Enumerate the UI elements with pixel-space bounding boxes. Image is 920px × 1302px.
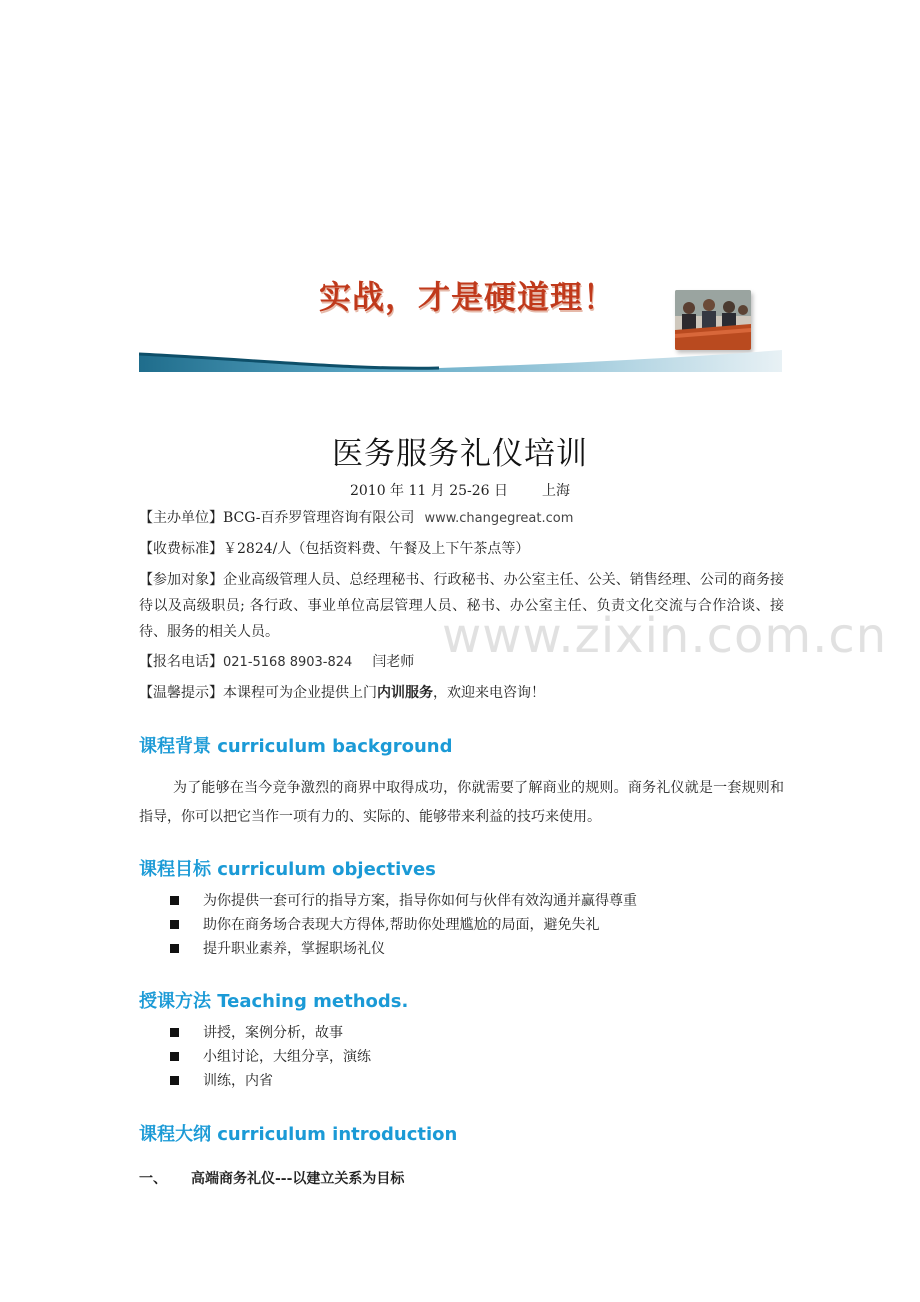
square-bullet-icon: [170, 896, 179, 905]
list-item: [170, 937, 637, 961]
page-title: 医务服务礼仪培训: [332, 436, 588, 472]
method-text: 讲授，案例分析，故事: [203, 1025, 343, 1041]
section-heading-methods: 授课方法 Teaching methods.: [139, 991, 409, 1012]
outline-item-number: 一、: [139, 1171, 167, 1187]
list-item: [170, 1069, 371, 1093]
phone-contact: 闫老师: [372, 654, 415, 670]
course-location: 上海: [542, 483, 571, 499]
course-date-location: [0, 480, 920, 500]
course-date: 2010 年 11 月 25-26 日: [349, 483, 509, 499]
list-item: [170, 913, 637, 937]
tip-highlight: 内训服务: [377, 685, 433, 701]
section-heading-outline: 课程大纲 curriculum introduction: [139, 1124, 458, 1145]
organizer-value: BCG-百乔罗管理咨询有限公司: [223, 510, 415, 526]
tip-suffix: ，欢迎来电咨询！: [433, 685, 545, 701]
square-bullet-icon: [170, 920, 179, 929]
phone-line: [139, 649, 784, 676]
fee-value: ￥2824/人（包括资料费、午餐及上下午茶点等）: [223, 541, 530, 557]
section-heading-background: 课程背景 curriculum background: [139, 736, 453, 757]
phone-number: 021-5168 8903-824: [223, 655, 353, 670]
header-banner: [139, 262, 782, 372]
background-paragraph: 为了能够在当今竞争激烈的商界中取得成功，你就需要了解商业的规则。商务礼仪就是一套规则和指导，你可以把它当作一项有力的、实际的、能够带来利益的技巧来使用。: [139, 780, 784, 825]
section-heading-objectives: 课程目标 curriculum objectives: [139, 859, 436, 880]
method-text: 小组讨论，大组分享，演练: [203, 1049, 371, 1065]
meeting-photo: [675, 290, 751, 350]
square-bullet-icon: [170, 1052, 179, 1061]
audience-value: 企业高级管理人员、总经理秘书、行政秘书、办公室主任、公关、销售经理、公司的商务接待以及高级职员; 各行政、事业单位高层管理人员、秘书、办公室主任、负责文化交流与合作洽谈、接待、服务的相关人员。: [139, 572, 785, 640]
fee-label: 【收费标准】: [139, 541, 223, 557]
phone-label: 【报名电话】: [139, 654, 223, 670]
objectives-list: [170, 889, 637, 961]
list-item: [170, 1045, 371, 1069]
square-bullet-icon: [170, 1076, 179, 1085]
watermark: www.zixin.com.cn: [442, 608, 888, 664]
tip-prefix: 本课程可为企业提供上门: [223, 685, 377, 701]
tip-label: 【温馨提示】: [139, 685, 223, 701]
objective-text: 为你提供一套可行的指导方案，指导你如何与伙伴有效沟通并赢得尊重: [203, 893, 637, 909]
objective-text: 提升职业素养，掌握职场礼仪: [203, 941, 385, 957]
banner-wave: [139, 346, 782, 372]
outline-item: [139, 1168, 404, 1188]
square-bullet-icon: [170, 944, 179, 953]
methods-list: [170, 1021, 371, 1093]
tip-line: [139, 680, 784, 706]
organizer-label: 【主办单位】: [139, 510, 223, 526]
banner-slogan: 实战，才是硬道理！: [319, 278, 617, 316]
audience-label: 【参加对象】: [139, 572, 224, 588]
list-item: [170, 1021, 371, 1045]
method-text: 训练，内省: [203, 1073, 273, 1089]
outline-item-text: 高端商务礼仪---以建立关系为目标: [191, 1171, 405, 1187]
square-bullet-icon: [170, 1028, 179, 1037]
organizer-line: [139, 505, 784, 532]
organizer-url[interactable]: www.changegreat.com: [424, 511, 574, 526]
fee-line: [139, 536, 784, 562]
list-item: [170, 889, 637, 913]
objective-text: 助你在商务场合表现大方得体,帮助你处理尴尬的局面，避免失礼: [203, 917, 600, 933]
